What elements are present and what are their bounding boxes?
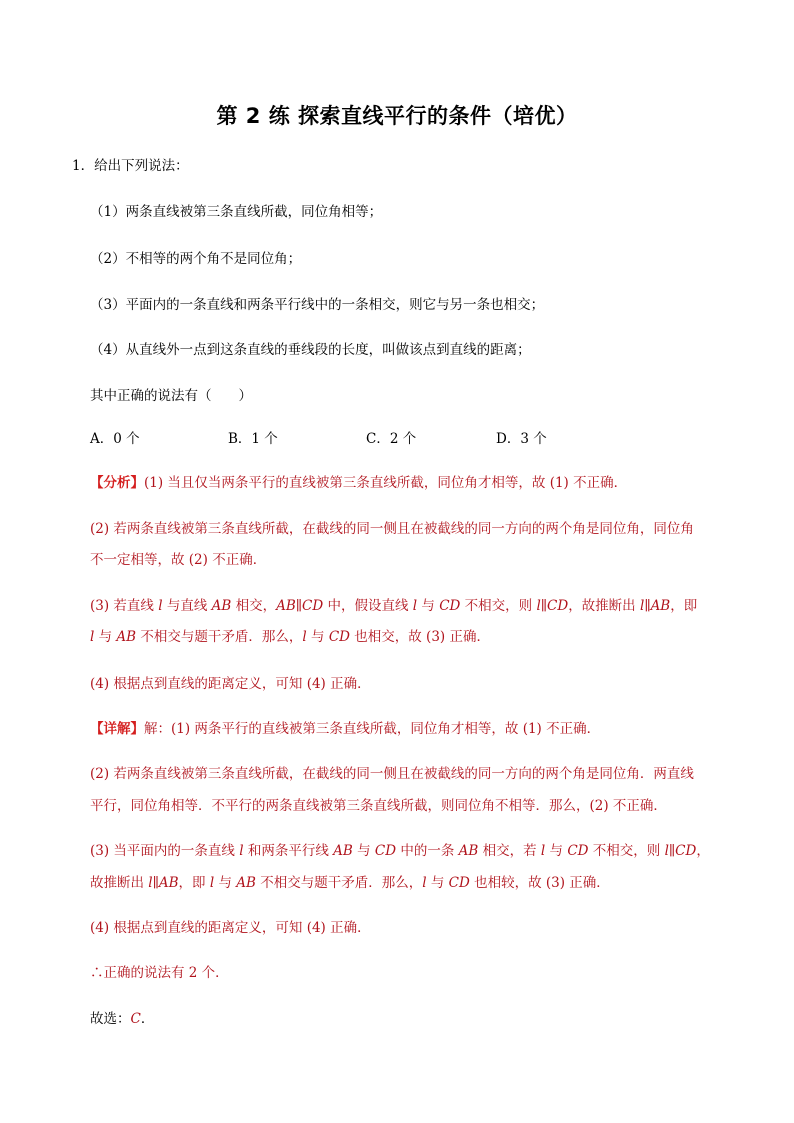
analysis-p1: 【分析】(1) 当且仅当两条平行的直线被第三条直线所截，同位角才相等，故 (1) 不正确． bbox=[90, 475, 628, 491]
analysis-p2-line2: 不一定相等，故 (2) 不正确． bbox=[90, 552, 267, 568]
option-c: C．2 个 bbox=[366, 431, 417, 447]
analysis-p4: (4) 根据点到直线的距离定义，可知 (4) 正确． bbox=[90, 676, 371, 692]
final-answer: 故选：C． bbox=[90, 1011, 155, 1027]
analysis-tag: 【分析】 bbox=[90, 475, 144, 491]
page-title: 第 2 练 探索直线平行的条件（培优） bbox=[216, 104, 578, 128]
detail-p1: 【详解】解：(1) 两条平行的直线被第三条直线所截，同位角才相等，故 (1) 不正确． bbox=[90, 721, 601, 737]
option-b: B．1 个 bbox=[228, 431, 278, 447]
detail-p2-line1: (2) 若两条直线被第三条直线所截，在截线的同一侧且在被截线的同一方向的两个角是同位角．两直线 bbox=[90, 766, 694, 782]
detail-p2-line2: 平行，同位角相等．不平行的两条直线被第三条直线所截，则同位角不相等．那么，(2) 不正确． bbox=[90, 798, 667, 814]
statement-4: （4）从直线外一点到这条直线的垂线段的长度，叫做该点到直线的距离； bbox=[90, 342, 531, 358]
answer-choice: C bbox=[130, 1011, 141, 1027]
question-stem: 1．给出下列说法： bbox=[72, 158, 189, 174]
detail-p3-line1: (3) 当平面内的一条直线 l 和两条平行线 AB 与 CD 中的一条 AB 相交，若 l 与 CD 不相交，则 l∥CD， bbox=[90, 843, 710, 859]
detail-tag: 【详解】 bbox=[90, 721, 144, 737]
analysis-p2-line1: (2) 若两条直线被第三条直线所截，在截线的同一侧且在被截线的同一方向的两个角是同位角，同位角 bbox=[90, 521, 694, 537]
detail-p4: (4) 根据点到直线的距离定义，可知 (4) 正确． bbox=[90, 920, 371, 936]
statement-2: （2）不相等的两个角不是同位角； bbox=[90, 251, 302, 267]
option-a: A．0 个 bbox=[90, 431, 140, 447]
analysis-p3-line1: (3) 若直线 l 与直线 AB 相交，AB∥CD 中，假设直线 l 与 CD 不相交，则 l∥CD，故推断出 l∥AB，即 bbox=[90, 598, 698, 614]
option-d: D．3 个 bbox=[496, 431, 547, 447]
statement-1: （1）两条直线被第三条直线所截，同位角相等； bbox=[90, 204, 383, 220]
analysis-p3-line2: l 与 AB 不相交与题干矛盾．那么，l 与 CD 也相交，故 (3) 正确． bbox=[90, 629, 490, 645]
detail-p3-line2: 故推断出 l∥AB，即 l 与 AB 不相交与题干矛盾．那么，l 与 CD 也相较，故 (3) 正确． bbox=[90, 875, 610, 891]
statement-3: （3）平面内的一条直线和两条平行线中的一条相交，则它与另一条也相交； bbox=[90, 297, 545, 313]
question-prompt: 其中正确的说法有（ ） bbox=[90, 388, 252, 404]
detail-conclusion: ∴正确的说法有 2 个． bbox=[90, 965, 229, 981]
